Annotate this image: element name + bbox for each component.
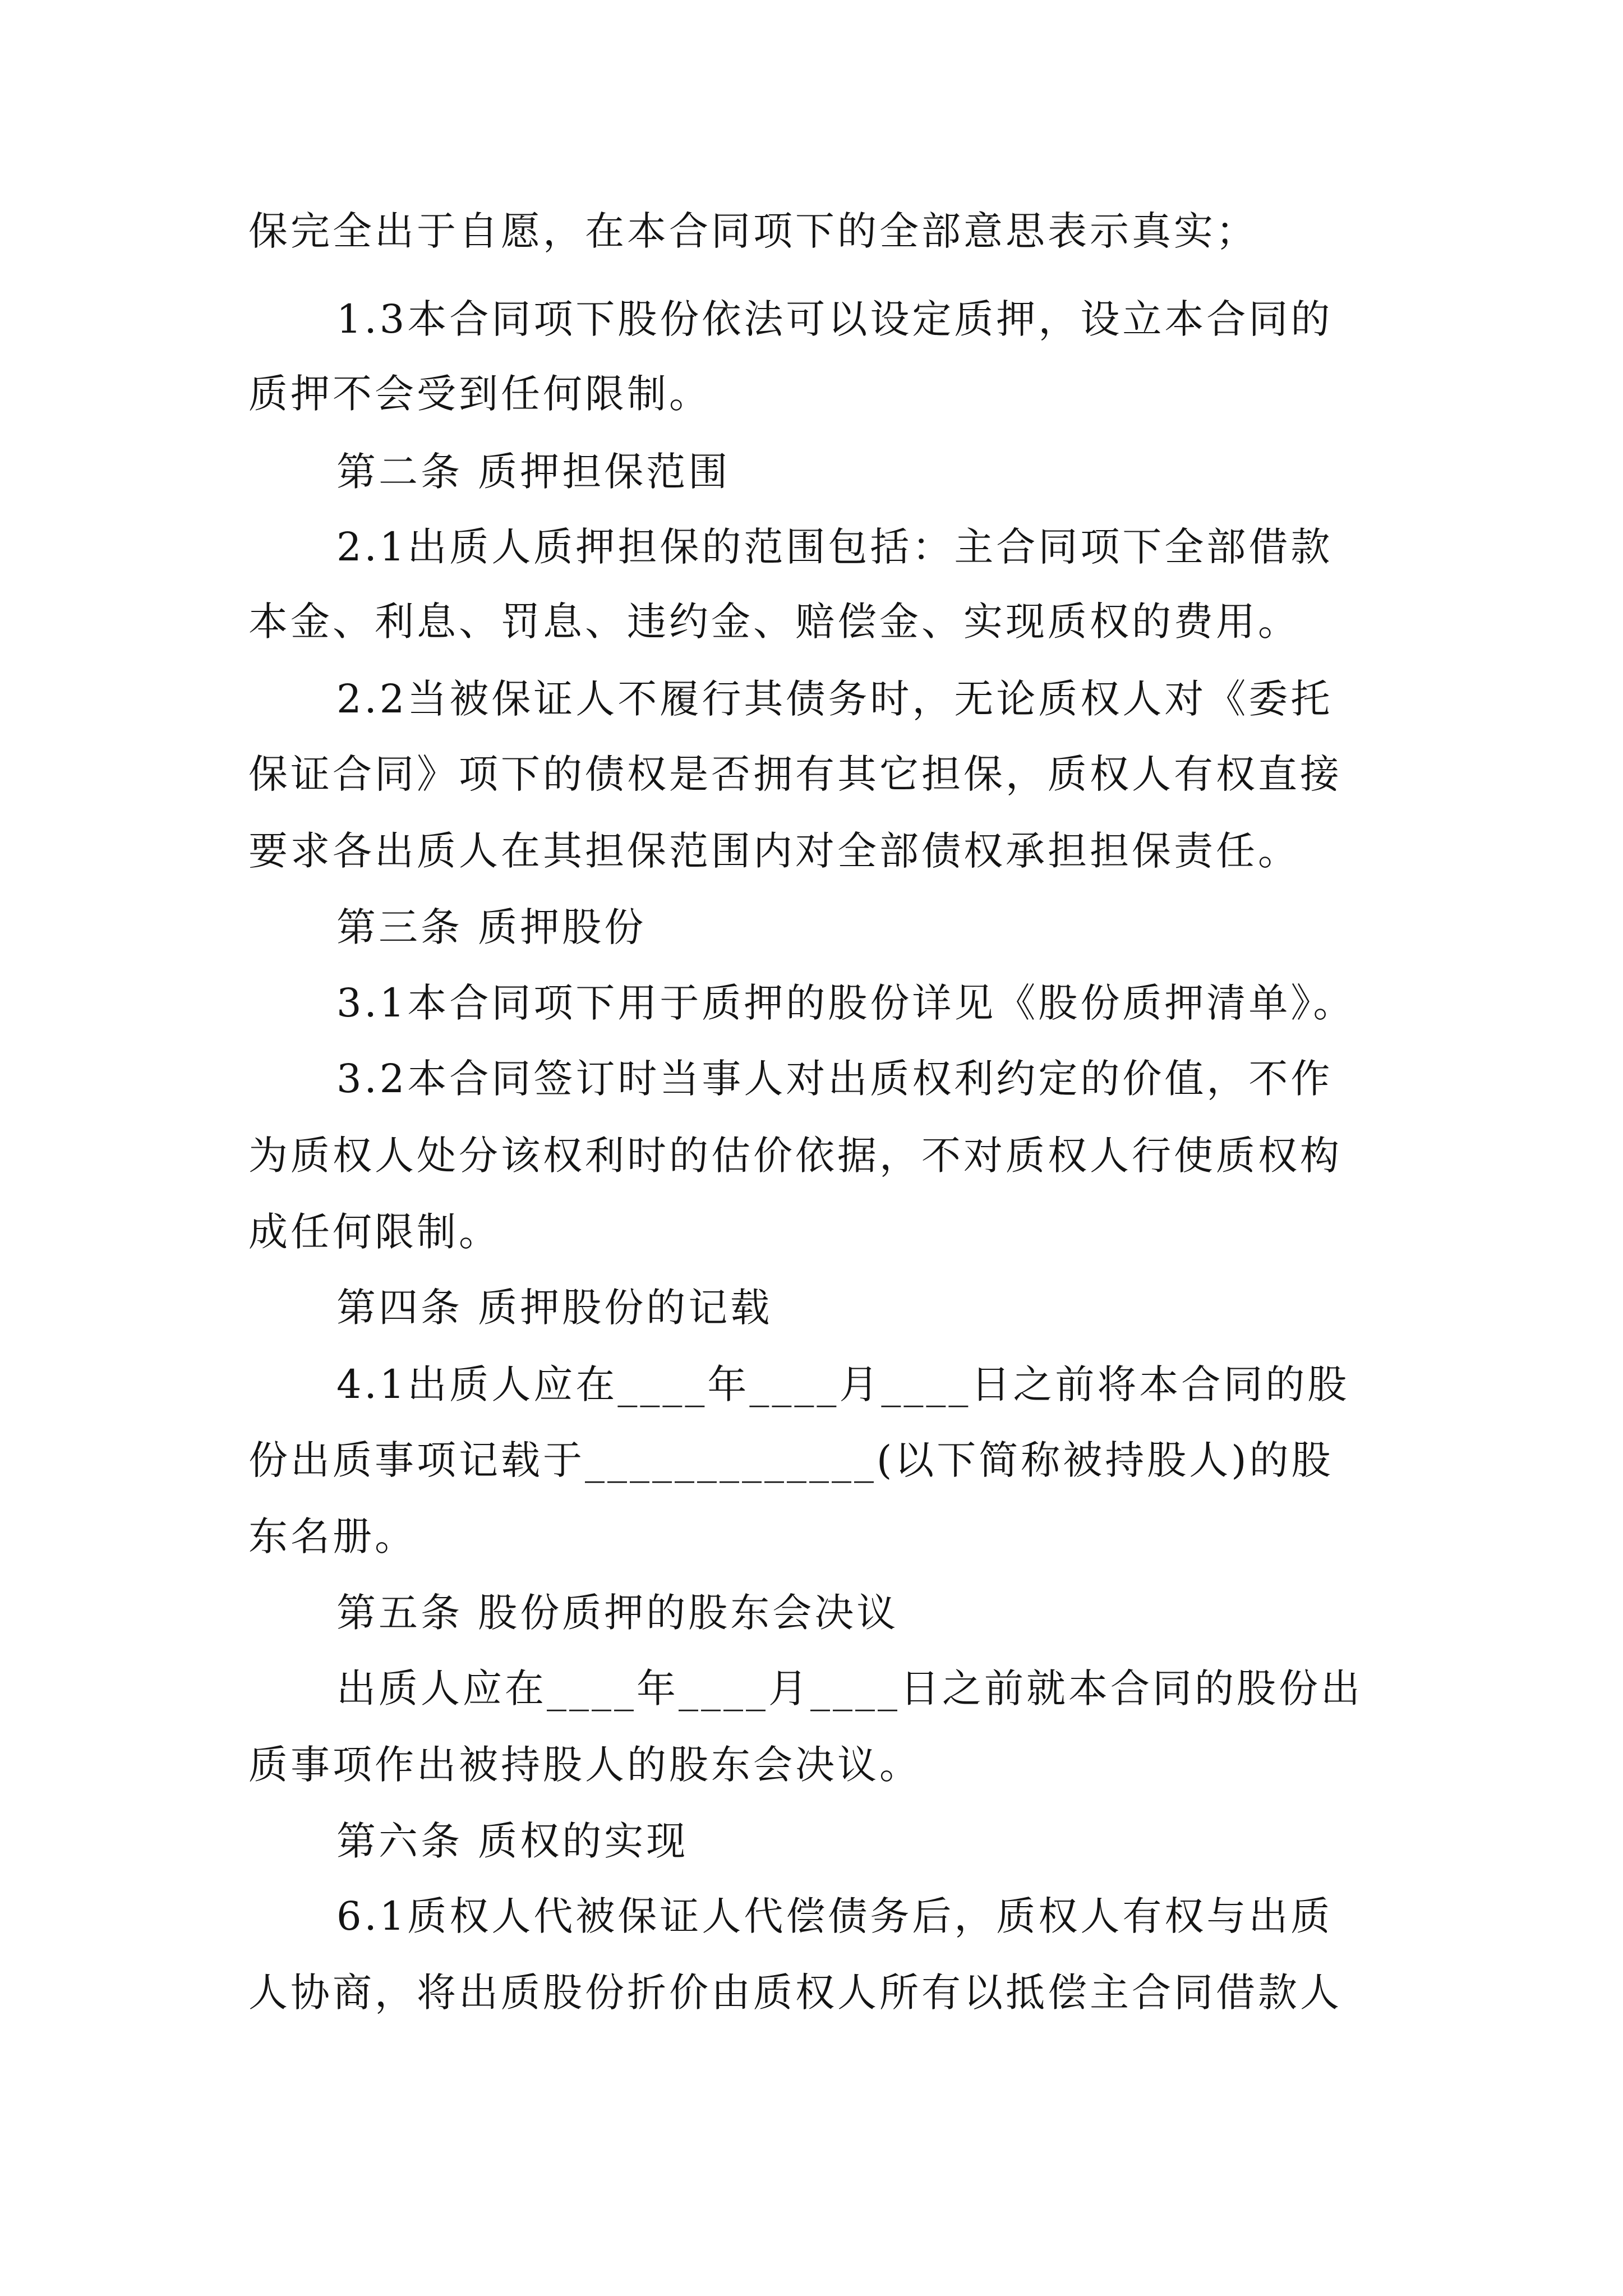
text-line: 为质权人处分该权利时的估价依据，不对质权人行使质权构 bbox=[248, 1133, 1342, 1179]
clause-3-1: 3.1本合同项下用于质押的股份详见《股份质押清单》。 bbox=[336, 980, 1355, 1026]
clause-2-2: 2.2当被保证人不履行其债务时，无论质权人对《委托 bbox=[336, 676, 1333, 722]
text-line: 质押不会受到任何限制。 bbox=[248, 371, 711, 417]
clause-6-1: 6.1质权人代被保证人代偿债务后，质权人有权与出质 bbox=[336, 1893, 1333, 1939]
article-2-heading: 第二条 质押担保范围 bbox=[336, 449, 731, 495]
text-line: 保完全出于自愿，在本合同项下的全部意思表示真实； bbox=[248, 208, 1258, 254]
article-4-heading: 第四条 质押股份的记载 bbox=[336, 1285, 773, 1331]
clause-3-2: 3.2本合同签订时当事人对出质权利约定的价值，不作 bbox=[336, 1056, 1333, 1102]
clause-1-3: 1.3本合同项下股份依法可以设定质押，设立本合同的 bbox=[336, 296, 1333, 342]
article-5-body: 出质人应在____年____月____日之前就本合同的股份出 bbox=[336, 1665, 1363, 1711]
article-6-heading: 第六条 质权的实现 bbox=[336, 1818, 689, 1864]
text-line: 人协商，将出质股份折价由质权人所有以抵偿主合同借款人 bbox=[248, 1970, 1342, 2016]
text-line: 本金、利息、罚息、违约金、赔偿金、实现质权的费用。 bbox=[248, 599, 1300, 645]
article-5-heading: 第五条 股份质押的股东会决议 bbox=[336, 1590, 899, 1636]
text-line: 份出质事项记载于_____________(以下简称被持股人)的股 bbox=[248, 1437, 1334, 1483]
clause-2-1: 2.1出质人质押担保的范围包括：主合同项下全部借款 bbox=[336, 524, 1333, 570]
text-line: 成任何限制。 bbox=[248, 1209, 501, 1255]
text-line: 东名册。 bbox=[248, 1513, 417, 1559]
text-line: 保证合同》项下的债权是否拥有其它担保，质权人有权直接 bbox=[248, 751, 1342, 797]
article-3-heading: 第三条 质押股份 bbox=[336, 904, 647, 950]
clause-4-1: 4.1出质人应在____年____月____日之前将本合同的股 bbox=[336, 1361, 1350, 1407]
text-line: 质事项作出被持股人的股东会决议。 bbox=[248, 1742, 921, 1788]
text-line: 要求各出质人在其担保范围内对全部债权承担担保责任。 bbox=[248, 828, 1300, 874]
